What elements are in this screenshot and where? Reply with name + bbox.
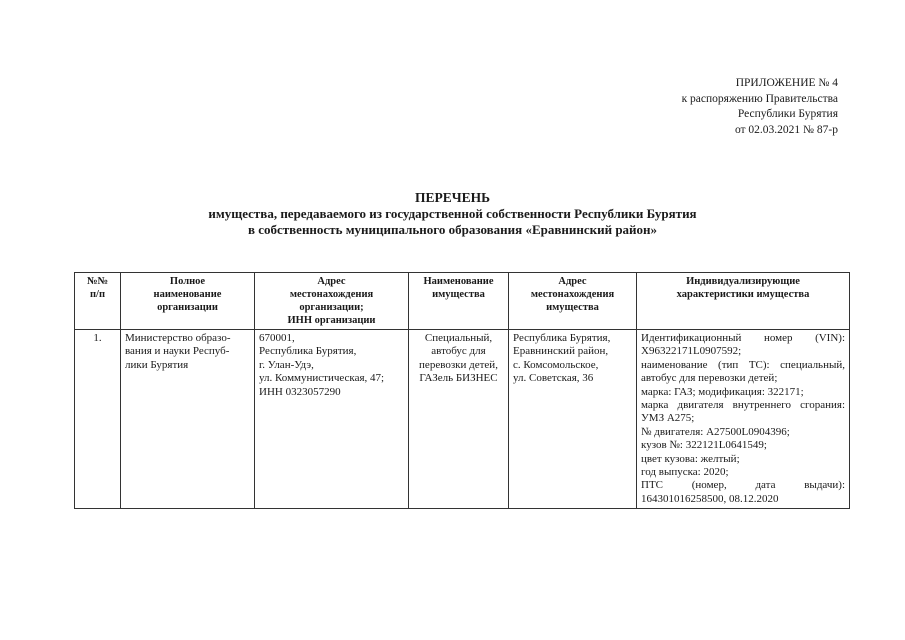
header-org-address: Адрес местонахождения организации; ИНН организации [255,273,409,330]
document-title [0,190,905,238]
header-property-name: Наименование имущества [409,273,509,330]
header-characteristics: Индивидуализирующие характеристики имущества [637,273,850,330]
cell-org-address: 670001, Республика Бурятия, г. Улан-Удэ, ул. Коммунистическая, 47; ИНН 0323057290 [255,330,409,509]
cell-characteristics [637,330,850,509]
appendix-line-2: к распоряжению Правительства [681,92,838,105]
characteristic-line: цвет кузова: желтый; [641,452,740,465]
table-header-row [75,273,850,330]
characteristic-line: ПТС (номер, дата выдачи): 164301016258500, 08.12.2020 [641,479,845,505]
characteristic-line: марка: ГАЗ; модификация: 322171; [641,385,804,398]
characteristic-line: № двигателя: A27500L0904396; [641,425,790,438]
cell-org-name: Министерство образо- вания и науки Респуб- лики Бурятия [121,330,255,509]
characteristic-line: марка двигателя внутреннего сгорания: УМЗ А275; [641,399,845,425]
appendix-line-3: Республики Бурятия [737,108,838,120]
header-org-name: Полное наименование организации [121,273,255,330]
property-table [74,272,850,509]
header-number: №№ п/п [75,273,121,330]
characteristic-line: Идентификационный номер (VIN): X96322171L0907592; [641,332,845,358]
title-line-2: имущества, передаваемого из государственной собственности Республики Бурятия [208,206,697,221]
title-line-1: ПЕРЕЧЕНЬ [414,190,491,205]
appendix-line-4: от 02.03.2021 № 87-р [734,123,838,136]
characteristic-line: наименование (тип ТС): специальный, автобус для перевозки детей; [641,358,845,385]
appendix-header [682,76,838,138]
characteristic-line: кузов №: 322121L0641549; [641,439,767,452]
appendix-line-1: ПРИЛОЖЕНИЕ № 4 [735,77,838,89]
characteristic-line: год выпуска: 2020; [641,466,729,479]
title-line-3: в собственность муниципального образования «Еравнинский район» [247,222,658,237]
cell-property-name: Специальный, автобус для перевозки детей, ГАЗель БИЗНЕС [409,330,509,509]
table-row [75,330,850,509]
header-property-address: Адрес местонахождения имущества [509,273,637,330]
cell-number: 1. [75,330,121,509]
cell-property-address: Республика Бурятия, Еравнинский район, с. Комсомольское, ул. Советская, 36 [509,330,637,509]
